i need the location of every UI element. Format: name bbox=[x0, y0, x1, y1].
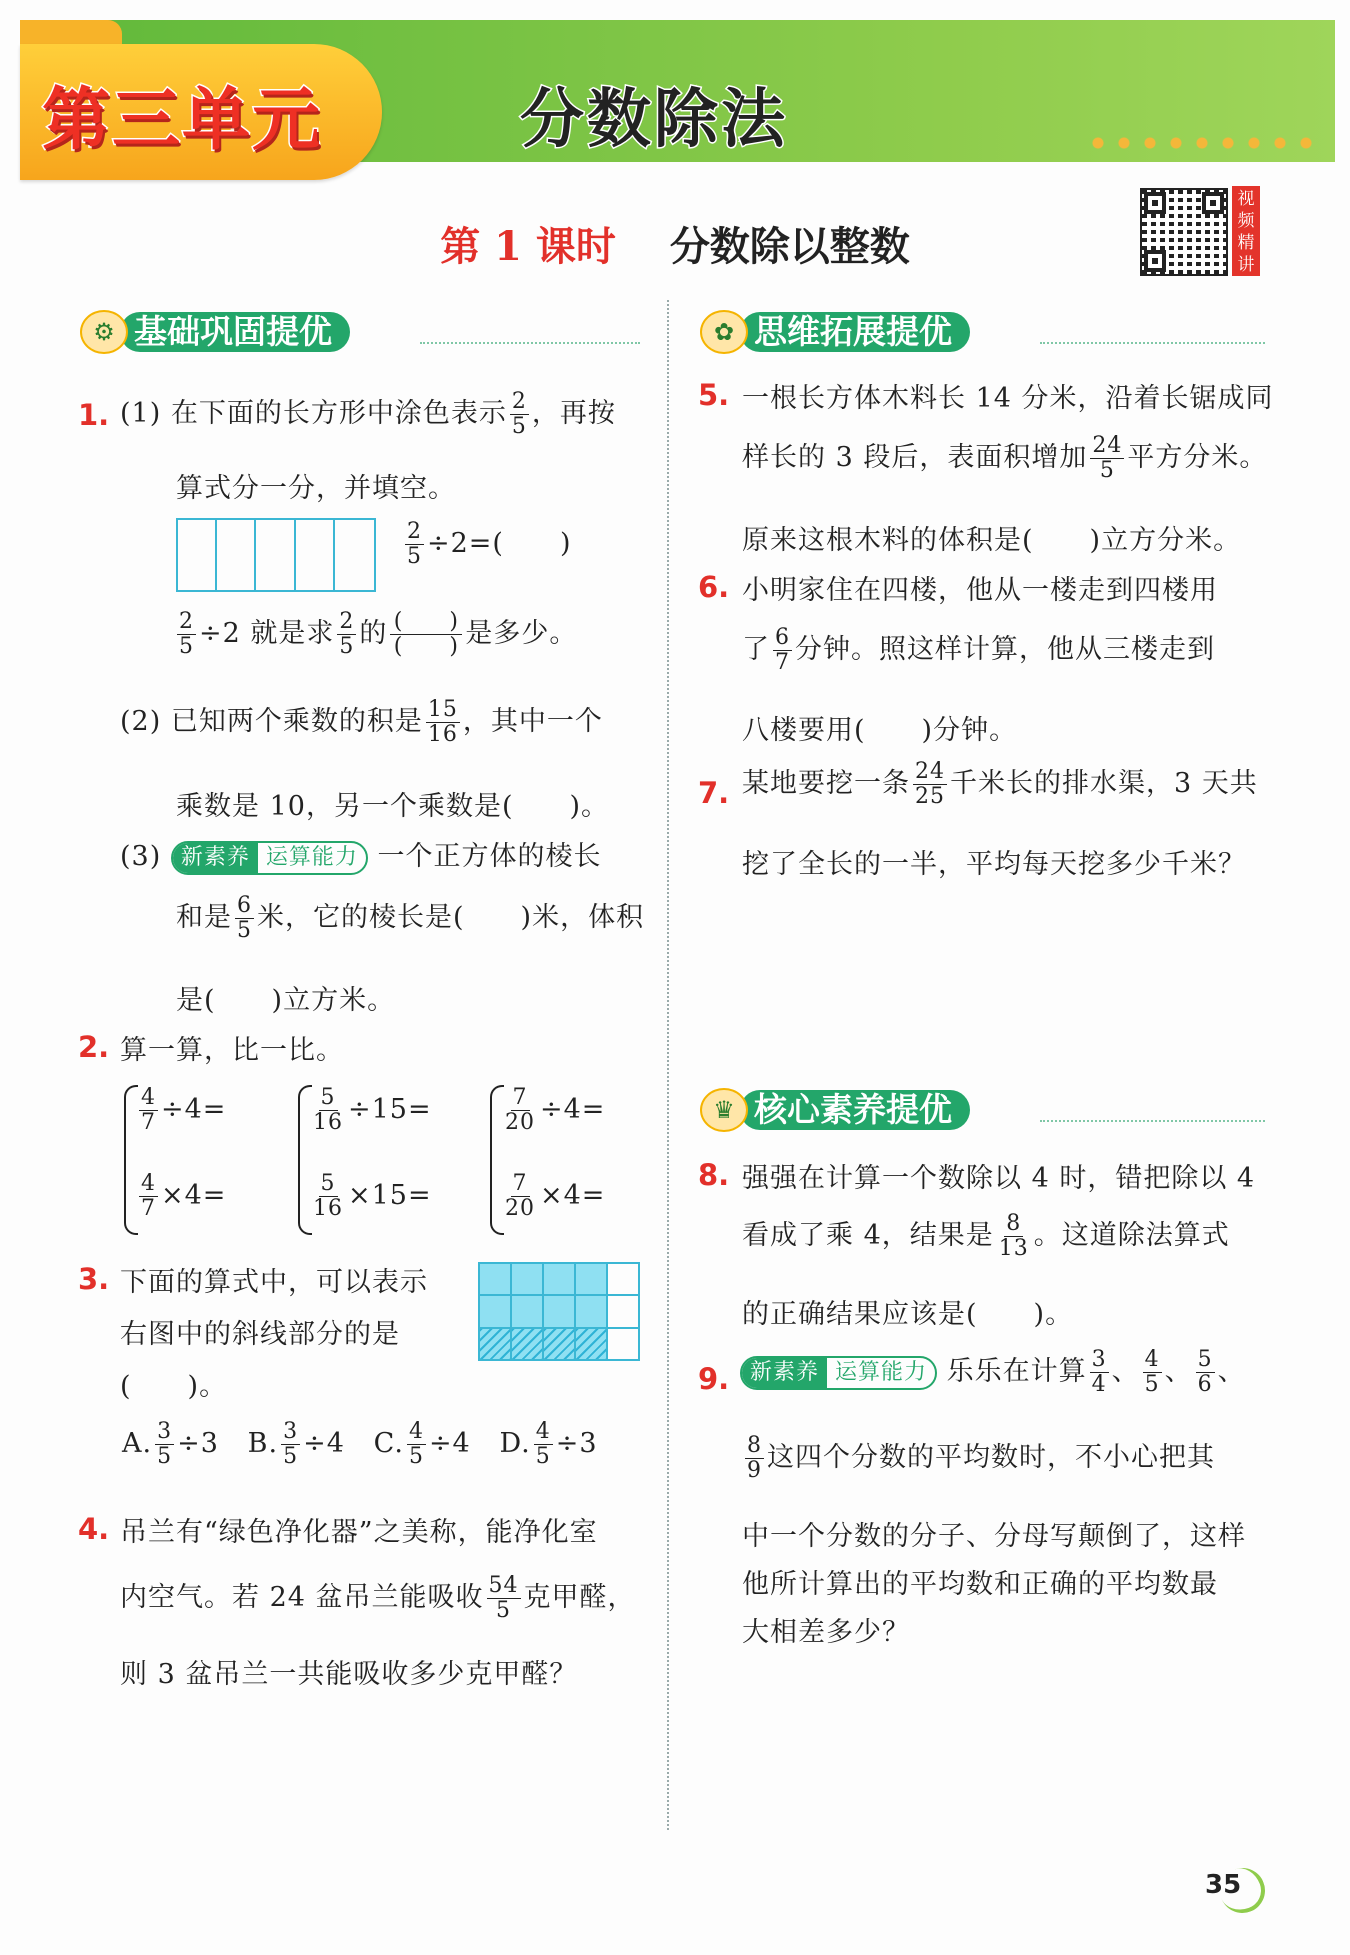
qr-code-icon[interactable] bbox=[1140, 188, 1228, 276]
q9-line3: 中一个分数的分子、分母写颠倒了，这样 bbox=[742, 1521, 1246, 1552]
section-title: 核心素养提优 bbox=[740, 1090, 970, 1130]
q7-line1: 某地要挖一条 $\frac{24}{25}$ 千米长的排水渠，3 天共 bbox=[742, 759, 1258, 809]
question-number: 7. bbox=[698, 776, 730, 810]
q8-line3: 的正确结果应该是( )。 bbox=[742, 1299, 1074, 1330]
lesson-number: 第 1 课时 bbox=[440, 223, 616, 270]
q2-expr: $\frac{7}{20}$ ÷4= bbox=[505, 1085, 606, 1135]
q2-expr: $\frac{5}{16}$ ÷15= bbox=[313, 1085, 432, 1135]
unit-tab-top bbox=[20, 20, 122, 46]
option-a[interactable]: A. $\frac{3}{5}$ ÷3 bbox=[122, 1419, 219, 1469]
q1-part1-line2: 算式分一分，并填空。 bbox=[176, 473, 456, 504]
skill-badge: 新素养 运算能力 bbox=[740, 1356, 937, 1390]
question-number: 3. bbox=[78, 1262, 110, 1296]
q1-part1-line1: (1) 在下面的长方形中涂色表示 $\frac{2}{5}$ ，再按 bbox=[120, 389, 616, 439]
q1-part2-line1: (2) 已知两个乘数的积是 $\frac{15}{16}$ ，其中一个 bbox=[120, 697, 603, 747]
question-number: 5. bbox=[698, 378, 730, 412]
q5-line2: 样长的 3 段后，表面积增加 $\frac{24}{5}$ 平方分米。 bbox=[742, 433, 1268, 483]
gears-icon: ⚙ bbox=[80, 310, 128, 354]
q2-expr: $\frac{7}{20}$ ×4= bbox=[505, 1171, 606, 1221]
hatched-grid-figure bbox=[478, 1262, 640, 1361]
question-number: 8. bbox=[698, 1158, 730, 1192]
q6-line3: 八楼要用( )分钟。 bbox=[742, 715, 1018, 746]
q1-part3-line1: (3) 新素养 运算能力 一个正方体的棱长 bbox=[120, 834, 601, 875]
lesson-name: 分数除以整数 bbox=[669, 223, 910, 270]
q1-part1-line3: $\frac{2}{5}$ ÷2 就是求 $\frac{2}{5}$ 的 ( ) ( ) 是多少。 bbox=[179, 609, 578, 659]
q6-line2: 了 $\frac{6}{7}$ 分钟。照这样计算，他从三楼走到 bbox=[742, 625, 1215, 675]
question-number: 6. bbox=[698, 570, 730, 604]
q1-part2-line2: 乘数是 10，另一个乘数是( )。 bbox=[176, 791, 610, 822]
question-number: 4. bbox=[78, 1512, 110, 1546]
q4-line1: 吊兰有“绿色净化器”之美称，能净化室 bbox=[120, 1517, 598, 1548]
q1-part3-line2: 和是 $\frac{6}{5}$ 米，它的棱长是( )米，体积 bbox=[176, 893, 645, 943]
shading-rectangle[interactable] bbox=[176, 518, 376, 592]
q4-line3: 则 3 盆吊兰一共能吸收多少克甲醛？ bbox=[120, 1659, 578, 1690]
page-number: 35 bbox=[1205, 1870, 1242, 1900]
q5-line1: 一根长方体木料长 14 分米，沿着长锯成同 bbox=[742, 383, 1274, 414]
q3-options bbox=[122, 1420, 598, 1469]
chapter-title: 分数除法 bbox=[520, 83, 788, 157]
q3-line2: 右图中的斜线部分的是 bbox=[120, 1319, 400, 1350]
qr-label: 视频精讲 bbox=[1232, 186, 1260, 276]
unit-title: 第三单元 bbox=[42, 81, 323, 160]
section-title: 基础巩固提优 bbox=[120, 312, 350, 352]
skill-badge: 新素养 运算能力 bbox=[171, 841, 368, 875]
section-header-basic bbox=[80, 310, 640, 354]
q7-line2: 挖了全长的一半，平均每天挖多少千米？ bbox=[742, 849, 1246, 880]
q5-line3: 原来这根木料的体积是( )立方分米。 bbox=[742, 525, 1242, 556]
q2-expr: $\frac{5}{16}$ ×15= bbox=[313, 1171, 432, 1221]
question-number: 2. bbox=[78, 1030, 110, 1064]
q9-line1: 新素养 运算能力 乐乐在计算 $\frac{3}{4}$ 、 $\frac{4}{5}$ 、 $\frac{5}{6}$ 、 bbox=[740, 1348, 1246, 1397]
question-number: 1. bbox=[78, 398, 110, 432]
blank-fraction[interactable]: ( ) ( ) bbox=[390, 610, 462, 659]
fraction: $\frac{2}{5}$ bbox=[511, 389, 527, 439]
q8-line2: 看成了乘 4，结果是 $\frac{8}{13}$ 。这道除法算式 bbox=[742, 1211, 1230, 1261]
column-divider bbox=[667, 300, 669, 1830]
q3-line1: 下面的算式中，可以表示 bbox=[120, 1267, 428, 1298]
decorative-dots bbox=[1085, 136, 1315, 150]
q9-line4: 他所计算出的平均数和正确的平均数最 bbox=[742, 1569, 1218, 1600]
q9-line5: 大相差多少？ bbox=[742, 1617, 910, 1648]
q6-line1: 小明家住在四楼，他从一楼走到四楼用 bbox=[742, 575, 1218, 606]
section-header-thinking bbox=[700, 310, 1265, 354]
q4-line2: 内空气。若 24 盆吊兰能吸收 $\frac{54}{5}$ 克甲醛， bbox=[120, 1573, 636, 1623]
q2-expr: $\frac{4}{7}$ ÷4= bbox=[141, 1085, 227, 1135]
q2-expr: $\frac{4}{7}$ ×4= bbox=[141, 1171, 227, 1221]
q2-text: 算一算，比一比。 bbox=[120, 1035, 344, 1066]
option-b[interactable]: B. $\frac{3}{5}$ ÷4 bbox=[247, 1419, 345, 1469]
q1-equation: $\frac{2}{5}$ ÷2=( ) bbox=[407, 519, 572, 569]
q8-line1: 强强在计算一个数除以 4 时，错把除以 4 bbox=[742, 1163, 1256, 1194]
section-header-core bbox=[700, 1088, 1265, 1132]
q1-part3-line3: 是( )立方米。 bbox=[176, 985, 396, 1016]
question-number: 9. bbox=[698, 1362, 730, 1396]
q9-line2: $\frac{8}{9}$ 这四个分数的平均数时，不小心把其 bbox=[747, 1433, 1215, 1483]
q3-line3: ( )。 bbox=[120, 1371, 228, 1402]
option-d[interactable]: D. $\frac{4}{5}$ ÷3 bbox=[499, 1419, 598, 1469]
section-title: 思维拓展提优 bbox=[740, 312, 970, 352]
sprout-icon: ✿ bbox=[700, 310, 748, 354]
trophy-icon: ♛ bbox=[700, 1088, 748, 1132]
option-c[interactable]: C. $\frac{4}{5}$ ÷4 bbox=[373, 1419, 471, 1469]
